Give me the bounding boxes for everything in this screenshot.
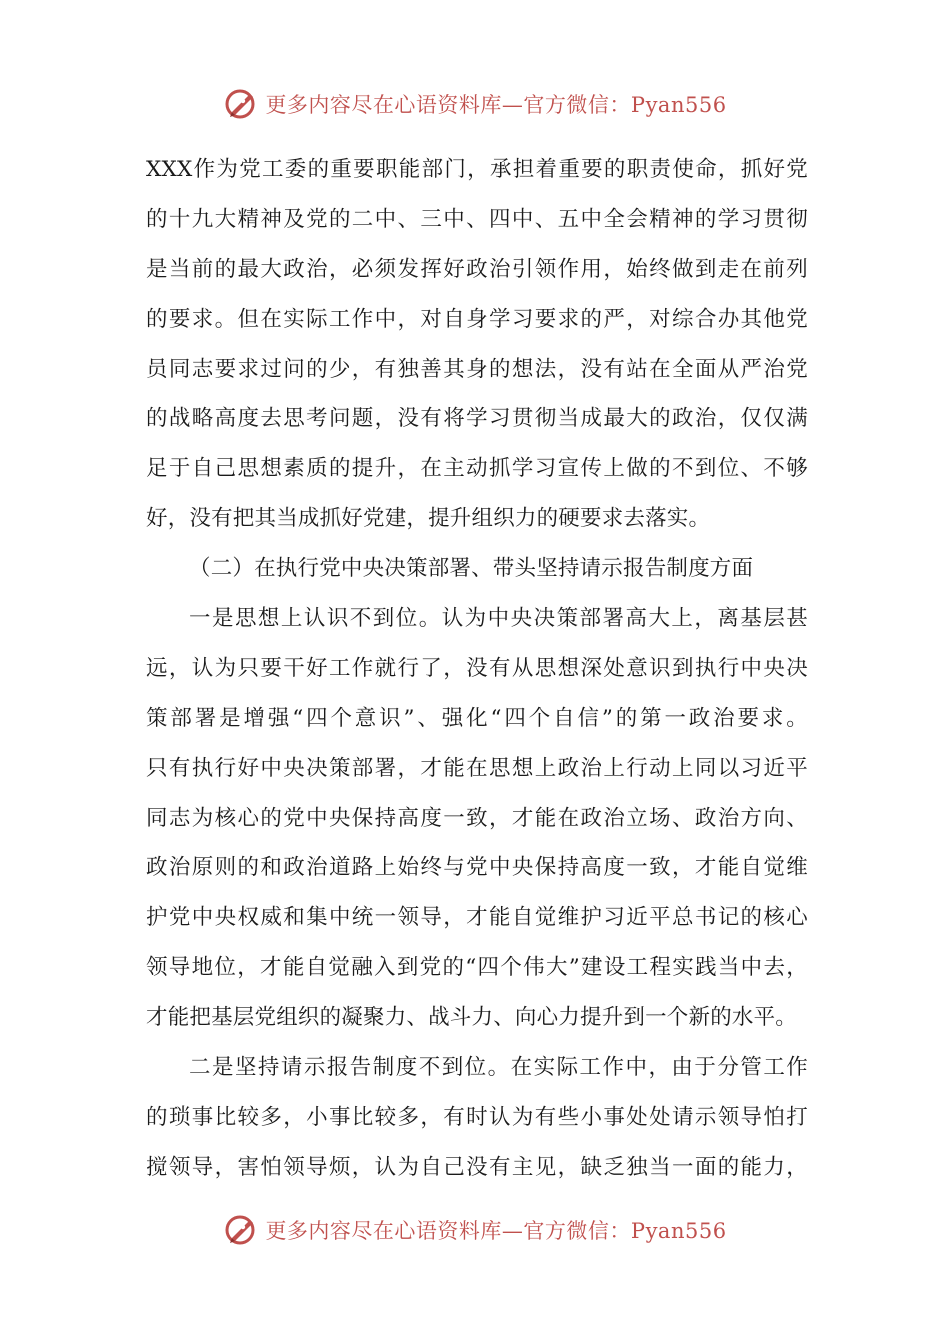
body-line: 员同志要求过问的少，有独善其身的想法，没有站在全面从严治党: [146, 356, 808, 382]
body-line: 二是坚持请示报告制度不到位。在实际工作中，由于分管工作: [189, 1055, 808, 1081]
body-line: 的琐事比较多，小事比较多，有时认为有些小事处处请示领导怕打: [146, 1104, 808, 1130]
pen-circle-logo-icon: [223, 1212, 259, 1248]
body-line: 好，没有把其当成抓好党建，提升组织力的硬要求去落实。: [146, 506, 711, 532]
body-line: 同志为核心的党中央保持高度一致，才能在政治立场、政治方向、: [146, 805, 808, 831]
header-banner: [0, 84, 950, 124]
body-line: 领导地位，才能自觉融入到党的“四个伟大”建设工程实践当中去，: [146, 955, 808, 981]
body-line: 的战略高度去思考问题，没有将学习贯彻当成最大的政治，仅仅满: [146, 406, 808, 432]
body-line: 只有执行好中央决策部署，才能在思想上政治上行动上同以习近平: [146, 755, 808, 781]
body-line: 是当前的最大政治，必须发挥好政治引领作用，始终做到走在前列: [146, 256, 808, 282]
body-line: 一是思想上认识不到位。认为中央决策部署高大上，离基层甚: [189, 606, 808, 632]
footer-banner-text: 更多内容尽在心语资料库—官方微信：Pyan556: [265, 1219, 727, 1243]
body-line: XXX作为党工委的重要职能部门，承担着重要的职责使命，抓好党: [146, 157, 808, 182]
body-line: 护党中央权威和集中统一领导，才能自觉维护习近平总书记的核心: [146, 905, 808, 931]
section-heading: （二）在执行党中央决策部署、带头坚持请示报告制度方面: [189, 556, 754, 582]
body-line: 策部署是增强“四个意识”、强化“四个自信”的第一政治要求。: [146, 705, 808, 731]
body-line: 的十九大精神及党的二中、三中、四中、五中全会精神的学习贯彻: [146, 206, 808, 232]
document-body: [146, 145, 808, 1193]
body-line: 搅领导，害怕领导烦，认为自己没有主见，缺乏独当一面的能力，: [146, 1154, 808, 1180]
footer-banner: [0, 1210, 950, 1250]
header-banner-text: 更多内容尽在心语资料库—官方微信：Pyan556: [265, 93, 727, 117]
body-line: 足于自己思想素质的提升，在主动抓学习宣传上做的不到位、不够: [146, 456, 808, 482]
body-line: 远，认为只要干好工作就行了，没有从思想深处意识到执行中央决: [146, 655, 808, 681]
body-line: 政治原则的和政治道路上始终与党中央保持高度一致，才能自觉维: [146, 855, 808, 881]
body-line: 的要求。但在实际工作中，对自身学习要求的严，对综合办其他党: [146, 306, 808, 332]
pen-circle-logo-icon: [223, 86, 259, 122]
body-line: 才能把基层党组织的凝聚力、战斗力、向心力提升到一个新的水平。: [146, 1005, 798, 1031]
